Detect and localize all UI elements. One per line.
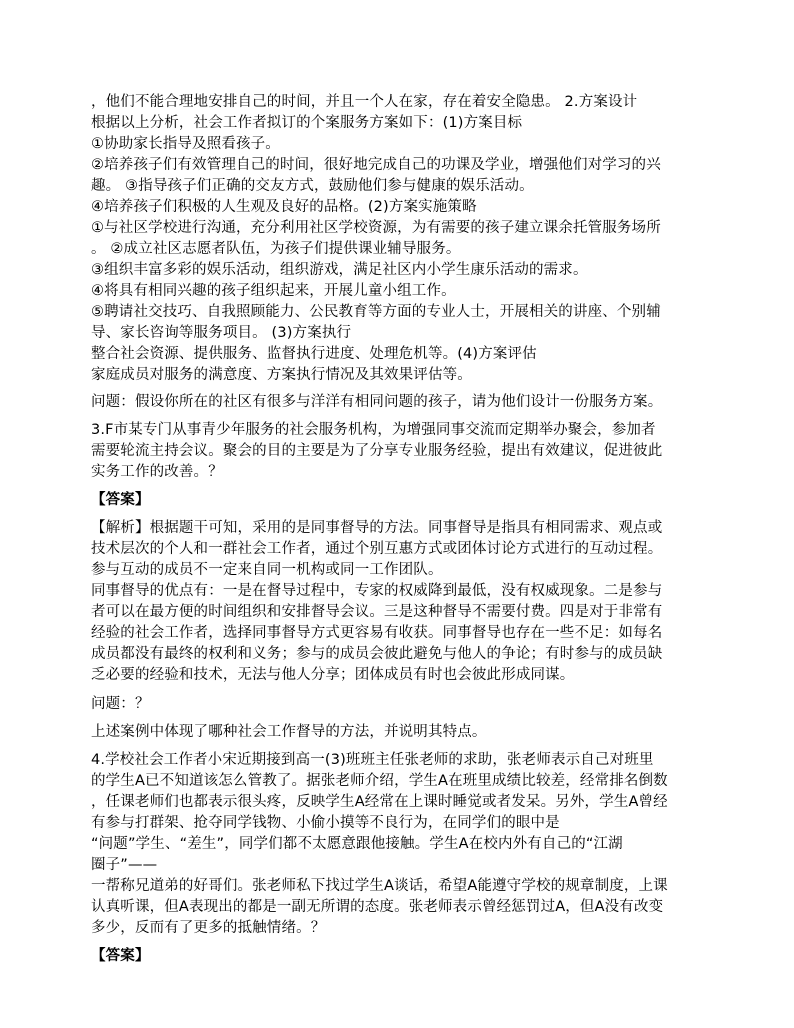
question-4-line: 认真听课，但A表现出的都是一副无所谓的态度。张老师表示曾经惩罚过A，但A没有改变 [91,899,664,915]
question-4-line: 的学生A已不知道该怎么管教了。据张老师介绍，学生A在班里成绩比较差，经常排名倒数 [91,773,668,789]
question-4-line: 4.学校社会工作者小宋近期接到高一(3)班班主任张老师的求助，张老师表示自己对班里 [91,752,654,768]
text-line: ②培养孩子们有效管理自己的时间，很好地完成自己的功课及学业，增强他们对学习的兴 [91,157,661,173]
question-3-line: 3.F市某专门从事青少年服务的社会服务机构，为增强同事交流而定期举办聚会，参加者 [91,422,656,438]
text-line: 根据以上分析，社会工作者拟订的个案服务方案如下：(1)方案目标 [91,115,523,131]
question-line: 问题：假设你所在的社区有很多与洋洋有相同问题的孩子，请为他们设计一份服务方案。 [91,394,663,410]
analysis-line: 同事督导的优点有：一是在督导过程中，专家的权威降到最低，没有权威现象。二是参与 [91,583,663,599]
text-line: ④培养孩子们积极的人生观及良好的品格。(2)方案实施策略 [91,199,477,215]
question-line: 问题：？ [91,696,150,712]
analysis-line: 参与互动的成员不一定来自同一机构或同一工作团队。 [91,562,443,578]
text-line: ①与社区学校进行沟通，充分利用社区学校资源，为有需要的孩子建立课余托管服务场所 [91,220,661,236]
answer-heading: 【答案】 [91,492,150,508]
answer-heading: 【答案】 [91,948,150,964]
text-line: 家庭成员对服务的满意度、方案执行情况及其效果评估等。 [91,367,472,383]
question-4-line: 多少，反而有了更多的抵触情绪。？ [91,920,326,936]
analysis-line: 乏必要的经验和技术，无法与他人分享；团体成员有时也会彼此形成同谋。 [91,667,575,683]
text-line: 导、家长咨询等服务项目。 (3)方案执行 [91,325,352,341]
text-line: 趣。 ③指导孩子们正确的交友方式，鼓励他们参与健康的娱乐活动。 [91,178,534,194]
text-line: ①协助家长指导及照看孩子。 [91,136,280,152]
text-line: ③组织丰富多彩的娱乐活动，组织游戏，满足社区内小学生康乐活动的需求。 [91,262,588,278]
text-line: 。 ②成立社区志愿者队伍，为孩子们提供课业辅导服务。 [91,241,461,257]
question-4-line: 一帮称兄道弟的好哥们。张老师私下找过学生A谈话，希望A能遵守学校的规章制度，上课 [91,878,668,894]
question-line: 上述案例中体现了哪种社会工作督导的方法，并说明其特点。 [91,724,487,740]
text-line: ，他们不能合理地安排自己的时间，并且一个人在家，存在着安全隐患。 2.方案设计 [91,94,638,110]
question-4-line: ，任课老师们也都表示很头疼，反映学生A经常在上课时睡觉或者发呆。另外，学生A曾经 [91,794,668,810]
text-line: ④将具有相同兴趣的孩子组织起来，开展儿童小组工作。 [91,283,456,299]
analysis-line: 者可以在最方便的时间组织和安排督导会议。三是这种督导不需要付费。四是对于非常有 [91,604,663,620]
analysis-line: 技术层次的个人和一群社会工作者，通过个别互惠方式或团体讨论方式进行的互动过程。 [91,541,663,557]
text-line: 整合社会资源、提供服务、监督执行进度、处理危机等。(4)方案评估 [91,346,537,362]
question-3-line: 实务工作的改善。？ [91,464,223,480]
question-4-line: 有参与打群架、抢夺同学钱物、小偷小摸等不良行为，在同学们的眼中是 [91,815,560,831]
text-line: ⑤聘请社交技巧、自我照顾能力、公民教育等方面的专业人士，开展相关的讲座、个别辅 [91,304,661,320]
analysis-line: 成员都没有最终的权利和义务；参与的成员会彼此避免与他人的争论；有时参与的成员缺 [91,646,663,662]
question-4-line: “问题”学生、“差生”，同学们都不太愿意跟他接触。学生A在校内外有自己的“江湖 [91,836,623,852]
question-4-line: 圈子”—— [91,857,158,873]
analysis-line: 经验的社会工作者，选择同事督导方式更容易有收获。同事督导也存在一些不足：如每名 [91,625,663,641]
question-3-line: 需要轮流主持会议。聚会的目的主要是为了分享专业服务经验，提出有效建议，促进彼此 [91,443,663,459]
analysis-line: 【解析】根据题干可知，采用的是同事督导的方法。同事督导是指具有相同需求、观点或 [91,520,663,536]
